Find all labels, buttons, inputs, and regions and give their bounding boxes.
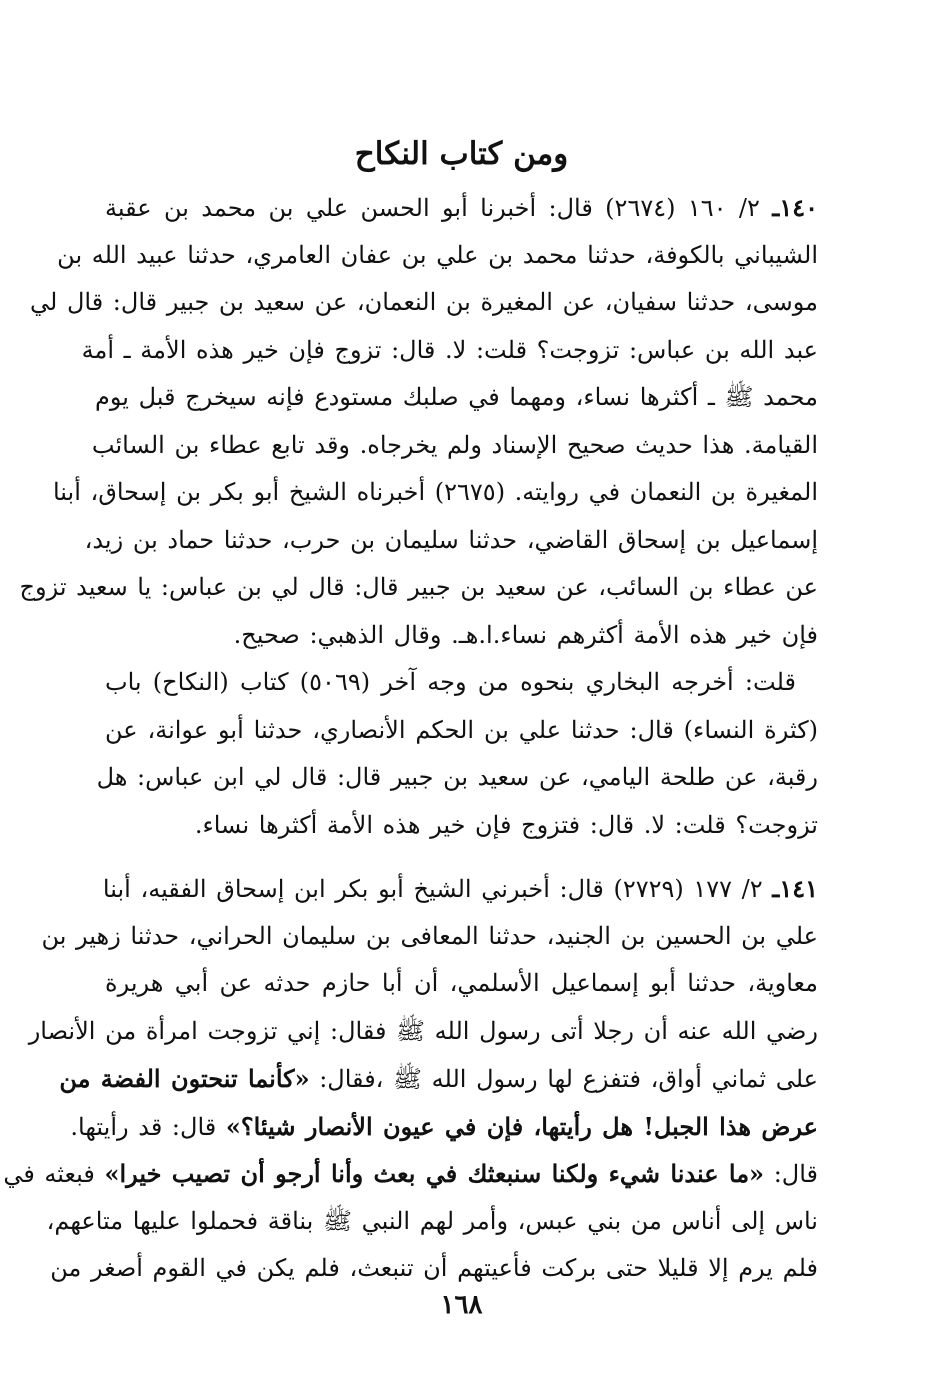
text-line [102,865,818,913]
commentary-paragraph [96,659,818,849]
text-line: عبد الله بن عباس: تزوجت؟ قلت: لا. قال: تزوج فإن خير هذه الأمة ـ أمة [81,335,818,364]
paragraph-gap [105,849,818,865]
line-text: قال: قد رأيتها. [70,1112,226,1141]
text-line: ناس إلى أناس من بني عبس، وأمر لهم النبي ﷺ بناقة فحملوا عليها متاعهم، [46,1206,818,1235]
page-number: ١٦٨ [440,1290,483,1320]
text-line: إسماعيل بن إسحاق القاضي، حدثنا سليمان بن حرب، حدثنا حماد بن زيد، [84,525,818,554]
text-line: رضي الله عنه أن رجلا أتى رسول الله ﷺ فقال: إني تزوجت امرأة من الأنصار [28,1016,818,1045]
text-line [70,1103,818,1151]
line-text: على ثماني أواق، فتفزع لها رسول الله ﷺ ،فقال: [309,1065,818,1093]
hadith-141 [3,865,818,1293]
hadith-number: ١٤١ـ [772,874,818,903]
text-line [59,1055,818,1103]
text-line: محمد ﷺ ـ أكثرها نساء، ومهما في صلبك مستودع فإنه سيخرج قبل يوم [95,383,818,411]
text-line: (كثرة النساء) قال: حدثنا علي بن الحكم الأنصاري، حدثنا أبو عوانة، عن [105,715,818,744]
prophetic-speech: عرض هذا الجبل! هل رأيتها، فإن في عيون الأنصار شيئا؟» [225,1111,818,1141]
text-line: المغيرة بن النعمان في روايته. (٢٦٧٥) أخبرناه الشيخ أبو بكر بن إسحاق، أبنا [52,478,818,506]
page-body [3,184,818,1293]
prophetic-speech: «كأنما تنحتون الفضة من [59,1064,310,1093]
text-line: الشيباني بالكوفة، حدثنا محمد بن علي بن عفان العامري، حدثنا عبيد الله بن [57,240,818,269]
prophetic-speech: «ما عندنا شيء ولكنا سنبعثك في بعث وأنا أرجو أن تصيب خيرا» [104,1159,765,1188]
text-line: معاوية، حدثنا أبو إسماعيل الأسلمي، أن أبا حازم حدثه عن أبي هريرة [105,969,818,997]
line-text: ٢/ ١٦٠ (٢٦٧٤) قال: أخبرنا أبو الحسن علي بن محمد بن عقبة [105,194,760,222]
text-line: فإن خير هذه الأمة أكثرهم نساء.ا.هـ. وقال الذهبي: صحيح. [233,620,818,649]
text-line: رقبة، عن طلحة اليامي، عن سعيد بن جبير قال: قال لي ابن عباس: هل [96,763,818,791]
chapter-heading: ومن كتاب النكاح [354,136,569,172]
line-text: فبعثه في [3,1160,105,1188]
line-text: قال: [764,1160,818,1188]
text-line: تزوجت؟ قلت: لا. قال: فتزوج فإن خير هذه الأمة أكثرها نساء. [194,810,818,839]
text-line [105,184,818,232]
hadith-number: ١٤٠ـ [772,193,818,222]
text-line: علي بن الحسين بن الجنيد، حدثنا المعافى بن سليمان الحراني، حدثنا زهير بن [41,921,818,950]
hadith-140 [19,184,818,659]
text-line: موسى، حدثنا سفيان، عن المغيرة بن النعمان، عن سعيد بن جبير قال: قال لي [30,288,818,316]
text-line: القيامة. هذا حديث صحيح الإسناد ولم يخرجاه. وقد تابع عطاء بن السائب [91,430,818,459]
text-line [3,1150,818,1198]
line-text: ٢/ ١٧٧ (٢٧٢٩) قال: أخبرني الشيخ أبو بكر ابن إسحاق الفقيه، أبنا [102,875,763,903]
text-line: فلم يرم إلا قليلا حتى بركت فأعيتهم أن تنبعث، فلم يكن في القوم أصغر من [50,1254,818,1282]
text-line: قلت: أخرجه البخاري بنحوه من وجه آخر (٥٠٦٩) كتاب (النكاح) باب [105,668,796,696]
text-line: عن عطاء بن السائب، عن سعيد بن جبير قال: قال لي بن عباس: يا سعيد تزوج [19,573,818,601]
